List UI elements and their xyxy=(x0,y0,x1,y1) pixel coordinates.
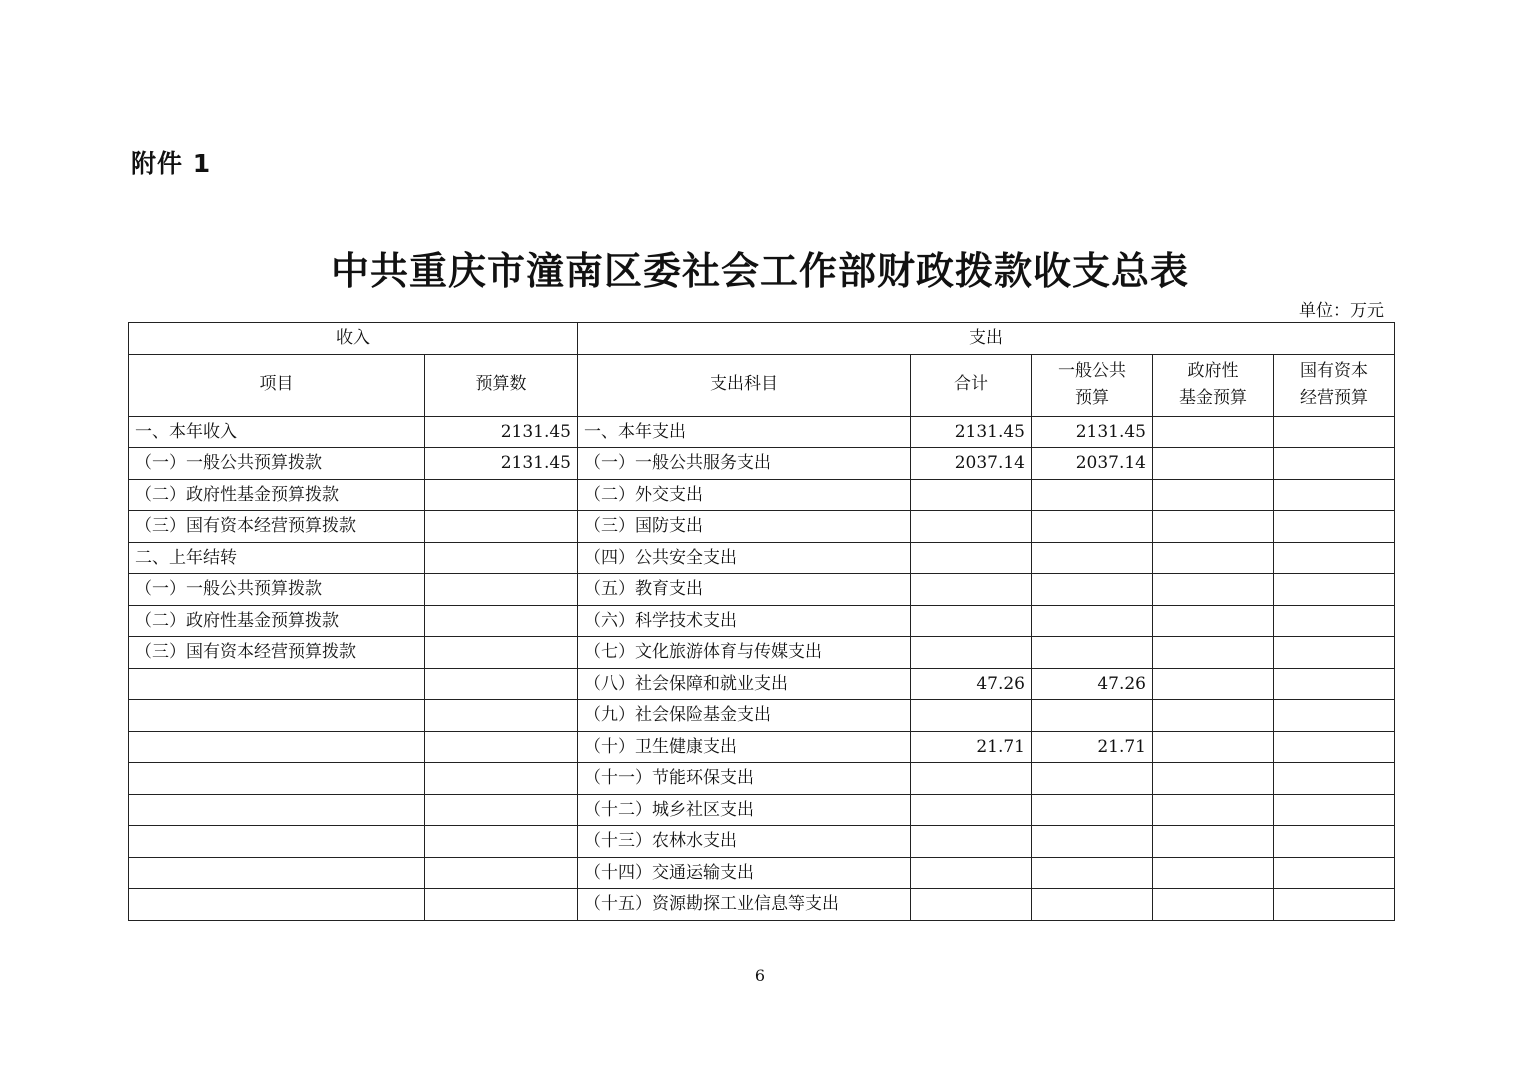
state-capital-cell xyxy=(1274,511,1395,543)
state-capital-cell xyxy=(1274,416,1395,448)
gov-fund-cell xyxy=(1153,574,1274,606)
table-row xyxy=(129,700,1395,732)
income-item-cell xyxy=(129,826,425,858)
income-item-cell xyxy=(129,763,425,795)
gov-fund-cell xyxy=(1153,605,1274,637)
table-row xyxy=(129,416,1395,448)
expense-item-cell: （四）公共安全支出 xyxy=(578,542,911,574)
table-row xyxy=(129,668,1395,700)
income-item-cell: （一）一般公共预算拨款 xyxy=(129,574,425,606)
general-public-cell xyxy=(1032,763,1153,795)
expense-item-cell: （十五）资源勘探工业信息等支出 xyxy=(578,889,911,921)
gov-fund-cell xyxy=(1153,700,1274,732)
income-item-cell xyxy=(129,731,425,763)
state-capital-cell xyxy=(1274,794,1395,826)
total-cell xyxy=(911,857,1032,889)
budget-cell xyxy=(425,542,578,574)
gov-fund-cell xyxy=(1153,826,1274,858)
col-header-state-capital-line2: 经营预算 xyxy=(1300,388,1369,408)
col-header-gov-fund-line2: 基金预算 xyxy=(1179,388,1247,408)
state-capital-cell xyxy=(1274,668,1395,700)
state-capital-cell xyxy=(1274,763,1395,795)
gov-fund-cell xyxy=(1153,416,1274,448)
col-header-general-public-line2: 预算 xyxy=(1075,388,1109,408)
total-cell xyxy=(911,605,1032,637)
expense-item-cell: （一）一般公共服务支出 xyxy=(578,448,911,480)
table-row xyxy=(129,605,1395,637)
total-cell xyxy=(911,794,1032,826)
state-capital-cell xyxy=(1274,731,1395,763)
general-public-cell: 2131.45 xyxy=(1032,416,1153,448)
general-public-cell xyxy=(1032,637,1153,669)
budget-cell xyxy=(425,668,578,700)
col-header-state-capital xyxy=(1274,354,1395,416)
budget-cell xyxy=(425,731,578,763)
budget-cell xyxy=(425,700,578,732)
budget-cell: 2131.45 xyxy=(425,416,578,448)
budget-cell xyxy=(425,637,578,669)
col-header-general-public-line1: 一般公共 xyxy=(1058,360,1126,381)
total-cell: 47.26 xyxy=(911,668,1032,700)
table-row xyxy=(129,637,1395,669)
table-row xyxy=(129,574,1395,606)
income-item-cell: （二）政府性基金预算拨款 xyxy=(129,479,425,511)
gov-fund-cell xyxy=(1153,668,1274,700)
state-capital-cell xyxy=(1274,826,1395,858)
total-cell xyxy=(911,511,1032,543)
expense-item-cell: （十一）节能环保支出 xyxy=(578,763,911,795)
expense-item-cell: （八）社会保障和就业支出 xyxy=(578,668,911,700)
total-cell xyxy=(911,542,1032,574)
gov-fund-cell xyxy=(1153,763,1274,795)
table-row xyxy=(129,763,1395,795)
total-cell xyxy=(911,479,1032,511)
state-capital-cell xyxy=(1274,479,1395,511)
table-title: 中共重庆市潼南区委社会工作部财政拨款收支总表 xyxy=(330,248,1189,293)
budget-cell xyxy=(425,479,578,511)
budget-cell xyxy=(425,826,578,858)
col-header-general-public xyxy=(1032,354,1153,416)
state-capital-cell xyxy=(1274,857,1395,889)
general-public-cell xyxy=(1032,700,1153,732)
gov-fund-cell xyxy=(1153,794,1274,826)
col-header-state-capital-line1: 国有资本 xyxy=(1300,360,1369,381)
income-group-header: 收入 xyxy=(129,323,578,355)
gov-fund-cell xyxy=(1153,511,1274,543)
gov-fund-cell xyxy=(1153,542,1274,574)
table-row xyxy=(129,731,1395,763)
total-cell: 2131.45 xyxy=(911,416,1032,448)
general-public-cell xyxy=(1032,542,1153,574)
income-item-cell: （三）国有资本经营预算拨款 xyxy=(129,637,425,669)
gov-fund-cell xyxy=(1153,637,1274,669)
gov-fund-cell xyxy=(1153,479,1274,511)
state-capital-cell xyxy=(1274,637,1395,669)
expense-item-cell: （六）科学技术支出 xyxy=(578,605,911,637)
total-cell xyxy=(911,637,1032,669)
income-item-cell xyxy=(129,857,425,889)
state-capital-cell xyxy=(1274,605,1395,637)
total-cell: 2037.14 xyxy=(911,448,1032,480)
gov-fund-cell xyxy=(1153,889,1274,921)
income-item-cell: （一）一般公共预算拨款 xyxy=(129,448,425,480)
column-header-row xyxy=(129,354,1395,416)
budget-cell xyxy=(425,511,578,543)
state-capital-cell xyxy=(1274,574,1395,606)
table-row xyxy=(129,857,1395,889)
expense-item-cell: （十二）城乡社区支出 xyxy=(578,794,911,826)
state-capital-cell xyxy=(1274,889,1395,921)
expense-item-cell: （十三）农林水支出 xyxy=(578,826,911,858)
budget-cell xyxy=(425,574,578,606)
general-public-cell: 47.26 xyxy=(1032,668,1153,700)
general-public-cell xyxy=(1032,889,1153,921)
general-public-cell xyxy=(1032,479,1153,511)
gov-fund-cell xyxy=(1153,448,1274,480)
gov-fund-cell xyxy=(1153,857,1274,889)
budget-cell xyxy=(425,889,578,921)
expense-item-cell: （二）外交支出 xyxy=(578,479,911,511)
general-public-cell xyxy=(1032,605,1153,637)
expense-item-cell: （九）社会保险基金支出 xyxy=(578,700,911,732)
general-public-cell: 2037.14 xyxy=(1032,448,1153,480)
expense-item-cell: （十四）交通运输支出 xyxy=(578,857,911,889)
general-public-cell xyxy=(1032,794,1153,826)
table-row xyxy=(129,542,1395,574)
income-item-cell xyxy=(129,700,425,732)
income-item-cell: （三）国有资本经营预算拨款 xyxy=(129,511,425,543)
income-item-cell xyxy=(129,889,425,921)
table-row xyxy=(129,826,1395,858)
income-item-cell xyxy=(129,794,425,826)
total-cell xyxy=(911,763,1032,795)
total-cell xyxy=(911,700,1032,732)
col-header-gov-fund-line1: 政府性 xyxy=(1187,360,1239,381)
expense-item-cell: （三）国防支出 xyxy=(578,511,911,543)
expense-item-cell: （五）教育支出 xyxy=(578,574,911,606)
general-public-cell xyxy=(1032,857,1153,889)
budget-cell xyxy=(425,794,578,826)
table-row xyxy=(129,889,1395,921)
state-capital-cell xyxy=(1274,448,1395,480)
total-cell xyxy=(911,826,1032,858)
general-public-cell xyxy=(1032,826,1153,858)
unit-label: 单位：万元 xyxy=(1299,301,1384,321)
col-header-gov-fund xyxy=(1153,354,1274,416)
budget-cell: 2131.45 xyxy=(425,448,578,480)
table-row xyxy=(129,448,1395,480)
total-cell xyxy=(911,889,1032,921)
state-capital-cell xyxy=(1274,542,1395,574)
page-number: 6 xyxy=(754,966,766,985)
attachment-label: 附件 1 xyxy=(131,149,212,178)
expense-group-header: 支出 xyxy=(578,323,1395,355)
budget-cell xyxy=(425,605,578,637)
state-capital-cell xyxy=(1274,700,1395,732)
finance-summary-table xyxy=(128,322,1395,921)
income-item-cell: 二、上年结转 xyxy=(129,542,425,574)
budget-cell xyxy=(425,763,578,795)
general-public-cell xyxy=(1032,511,1153,543)
income-item-cell xyxy=(129,668,425,700)
general-public-cell xyxy=(1032,574,1153,606)
expense-item-cell: （七）文化旅游体育与传媒支出 xyxy=(578,637,911,669)
general-public-cell: 21.71 xyxy=(1032,731,1153,763)
income-item-cell: （二）政府性基金预算拨款 xyxy=(129,605,425,637)
expense-item-cell: （十）卫生健康支出 xyxy=(578,731,911,763)
total-cell: 21.71 xyxy=(911,731,1032,763)
table-row xyxy=(129,511,1395,543)
col-header-budget: 预算数 xyxy=(425,354,578,416)
total-cell xyxy=(911,574,1032,606)
budget-cell xyxy=(425,857,578,889)
income-item-cell: 一、本年收入 xyxy=(129,416,425,448)
col-header-expense-item: 支出科目 xyxy=(578,354,911,416)
col-header-item: 项目 xyxy=(129,354,425,416)
gov-fund-cell xyxy=(1153,731,1274,763)
group-header-row xyxy=(129,323,1395,355)
table-row xyxy=(129,794,1395,826)
col-header-total: 合计 xyxy=(911,354,1032,416)
expense-item-cell: 一、本年支出 xyxy=(578,416,911,448)
table-row xyxy=(129,479,1395,511)
